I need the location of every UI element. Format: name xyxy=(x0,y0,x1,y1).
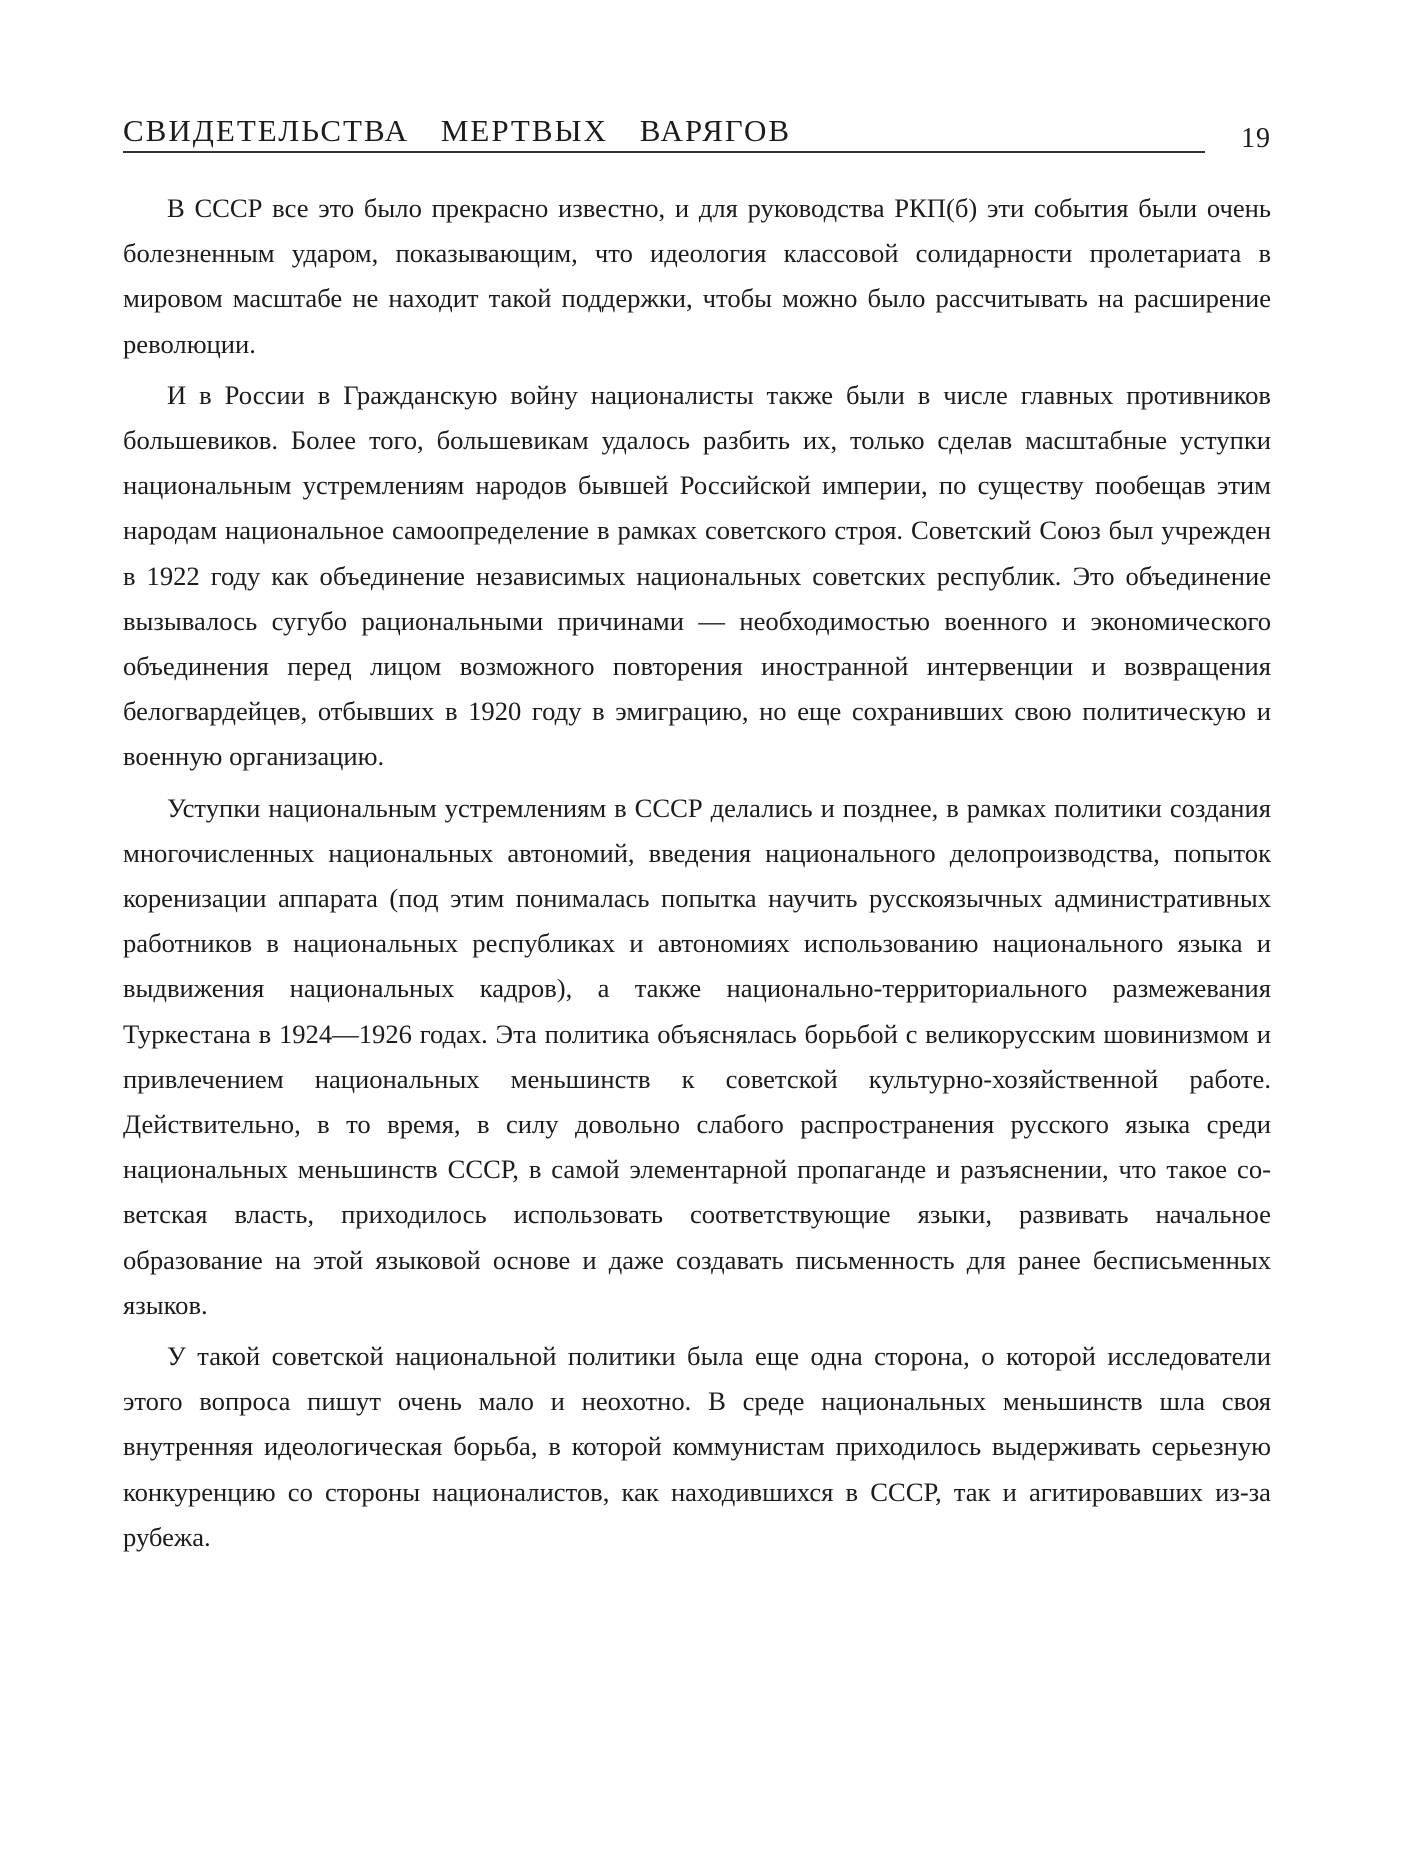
body-text xyxy=(123,186,1271,1566)
paragraph-4: У такой советской национальной политики была еще одна сторона, о которой исследователи этого вопроса пишут очень мало и неохотно. В среде национальных меньшинств шла своя внутренняя идеологическая борьба, в которой коммунистам приходилось выдерживать серьезную конкуренцию со стороны националистов, как находившихся в СССР, так и агитировавших из-за рубежа. xyxy=(123,1341,1271,1552)
paragraph-2: И в России в Гражданскую войну националисты также были в числе главных противников большевиков. Более того, большевикам удалось разбить их, только сделав масштабные уступки национальным устремлениям народов бывшей Российской империи, по существу пообещав этим народам национальное самоопределение в рамках советского строя. Советский Союз был учрежден в 1922 году как объединение независимых национальных советских республик. Это объединение вызывалось сугубо рациональными причинами — необходимостью военного и экономического объединения перед лицом возможного повторения иностранной интервенции и возвращения белогвардейцев, отбывших в 1920 году в эмиграцию, но еще сохранивших свою политическую и военную организацию. xyxy=(123,379,1271,772)
paragraph-3: Уступки национальным устремлениям в СССР делались и позднее, в рамках политики создания многочисленных национальных автономий, введения национального делопроизводства, попыток коренизации аппарата (под этим понималась попытка научить русскоязычных административных работников в национальных республиках и автономиях использованию национального языка и выдвижения национальных кадров), а также национально-территориального размежевания Туркестана в 1924—1926 годах. Эта политика объяснялась борьбой с великорусским шовинизмом и привлечением национальных меньшинств к советской культурно-хозяйственной работе. Действительно, в то время, в силу довольно слабого распространения русского языка среди национальных меньшинств СССР, в самой элементарной пропаганде и разъяснении, что такое советская власть, приходилось использовать соответствующие языки, развивать начальное образование на этой языковой основе и даже создавать письменность для ранее бесписьменных языков. xyxy=(123,792,1271,1320)
header-rule xyxy=(123,151,1205,153)
paragraph-1: В СССР все это было прекрасно известно, и для руководства РКП(б) эти события были очень болезненным ударом, показывающим, что идеология классовой солидарности пролетариата в мировом масштабе не находит такой поддержки, чтобы можно было рассчитывать на расширение революции. xyxy=(123,193,1271,359)
running-title: СВИДЕТЕЛЬСТВА МЕРТВЫХ ВАРЯГОВ xyxy=(123,113,792,148)
running-head xyxy=(123,112,1271,156)
page-number: 19 xyxy=(1241,123,1271,154)
